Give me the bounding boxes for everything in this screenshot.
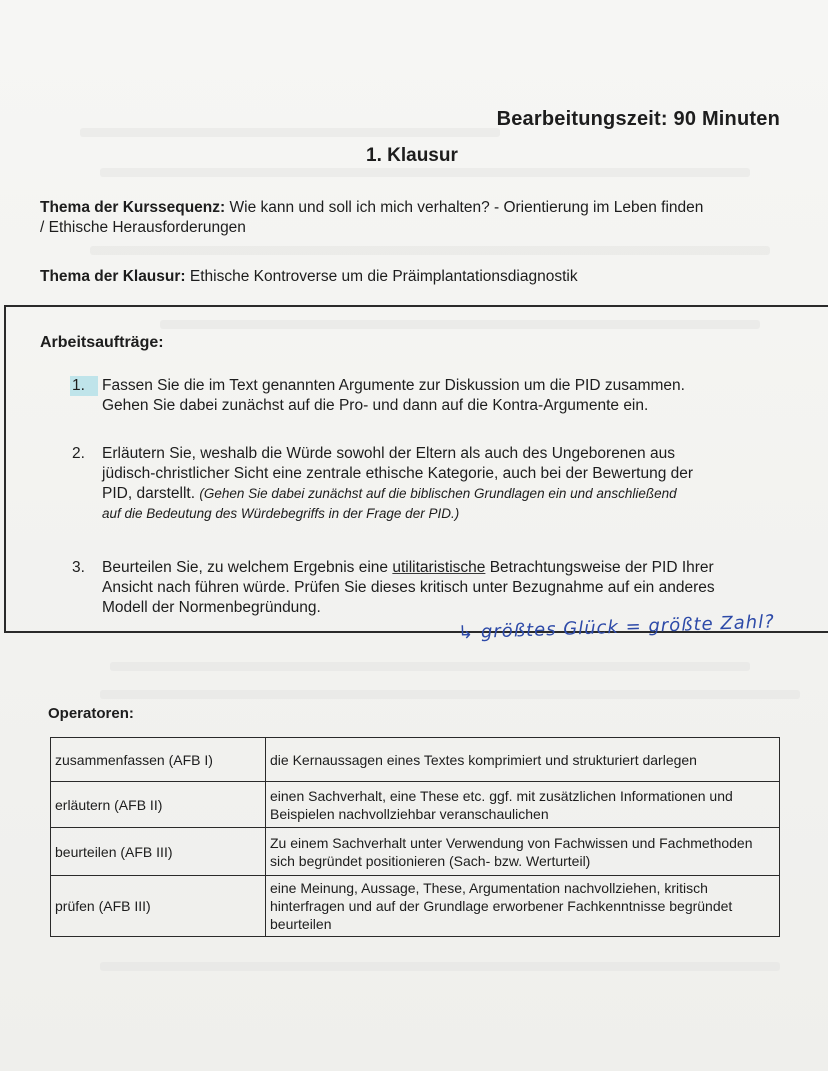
task-note: (Gehen Sie dabei zunächst auf die biblischen Grundlagen ein und anschließend [199, 486, 677, 501]
table-row [51, 782, 780, 828]
task-number: 3. [72, 559, 85, 576]
task-text-line: Fassen Sie die im Text genannten Argumente zur Diskussion um die PID zusammen. [102, 377, 685, 394]
task-number: 2. [72, 445, 85, 462]
operators-table [50, 737, 780, 937]
task-text-fragment: Betrachtungsweise der PID Ihrer [485, 559, 714, 576]
operator-cell: erläutern (AFB II) [51, 782, 266, 828]
course-sequence-label: Thema der Kurssequenz: [40, 199, 226, 216]
task-text-line: Erläutern Sie, weshalb die Würde sowohl der Eltern als auch des Ungeborenen aus [102, 445, 675, 462]
course-sequence-text-line2: / Ethische Herausforderungen [40, 219, 246, 236]
task-text-line: jüdisch-christlicher Sicht eine zentrale ethische Kategorie, auch bei der Bewertung der [102, 465, 694, 482]
bleed-through-line [90, 246, 770, 255]
task-text-line: PID, darstellt. [102, 485, 196, 502]
operator-cell: beurteilen (AFB III) [51, 828, 266, 876]
handwritten-note: ↳ größtes Glück = größte Zahl? [457, 611, 776, 644]
underlined-term: utilitaristische [392, 559, 486, 576]
operator-cell: zusammenfassen (AFB I) [51, 738, 266, 782]
bleed-through-line [80, 128, 500, 137]
bleed-through-line [110, 662, 750, 671]
task-text-fragment: Beurteilen Sie, zu welchem Ergebnis eine [102, 559, 393, 576]
table-row [51, 738, 780, 782]
operators-title: Operatoren: [48, 705, 134, 722]
exam-title: 1. Klausur [366, 145, 458, 166]
task-text-line: Ansicht nach führen würde. Prüfen Sie dieses kritisch unter Bezugnahme auf ein anderes [102, 579, 715, 596]
task-text-line: Modell der Normenbegründung. [102, 599, 321, 616]
table-row [51, 876, 780, 937]
table-row [51, 828, 780, 876]
exam-topic-label: Thema der Klausur: [40, 268, 186, 285]
operator-description: Zu einem Sachverhalt unter Verwendung von Fachwissen und Fachmethoden sich begründet positionieren (Sach- bzw. Werturteil) [266, 828, 780, 876]
bleed-through-line [100, 962, 780, 971]
working-time: Bearbeitungszeit: 90 Minuten [496, 108, 780, 130]
task-number: 1. [70, 376, 98, 396]
exam-topic [40, 268, 800, 286]
task-note: auf die Bedeutung des Würdebegriffs in der Frage der PID.) [102, 506, 460, 521]
operator-description: einen Sachverhalt, eine These etc. ggf. mit zusätzlichen Informationen und Beispielen nachvollziehbar veranschaulichen [266, 782, 780, 828]
task-text-line: Gehen Sie dabei zunächst auf die Pro- und dann auf die Kontra-Argumente ein. [102, 397, 649, 414]
operator-cell: prüfen (AFB III) [51, 876, 266, 937]
operator-description: die Kernaussagen eines Textes komprimiert und strukturiert darlegen [266, 738, 780, 782]
course-sequence-topic [40, 198, 800, 238]
course-sequence-text-line1: Wie kann und soll ich mich verhalten? - Orientierung im Leben finden [229, 199, 704, 216]
operator-description: eine Meinung, Aussage, These, Argumentation nachvollziehen, kritisch hinterfragen und auf der Grundlage erworbener Fachkenntnisse begründet beurteilen [266, 876, 780, 937]
exam-topic-text: Ethische Kontroverse um die Präimplantationsdiagnostik [189, 268, 578, 285]
tasks-title: Arbeitsaufträge: [40, 334, 164, 351]
bleed-through-line [100, 168, 750, 177]
bleed-through-line [100, 690, 800, 699]
